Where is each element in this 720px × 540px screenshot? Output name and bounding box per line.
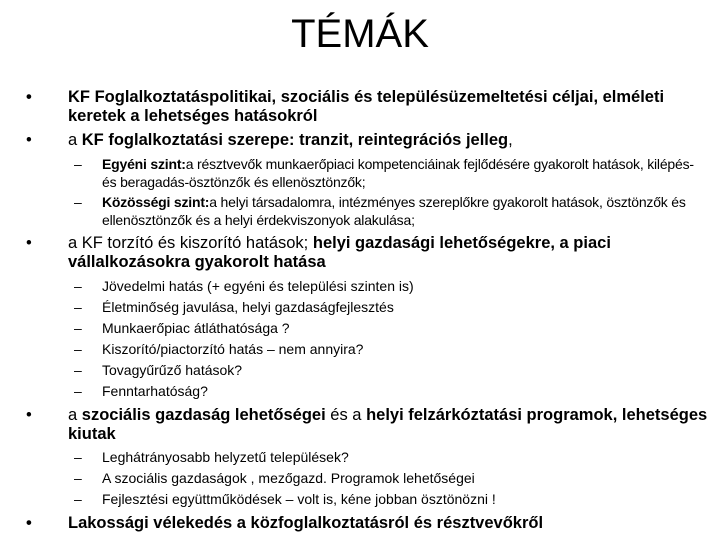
sub-crowding-out [74,340,708,358]
bullet-public-opinion-text: Lakossági vélekedés a közfoglalkoztatásról és résztvevőkről [68,514,544,532]
dash-mark: – [74,449,82,465]
bullet-social-economy [26,406,708,444]
dash-mark: – [74,156,82,172]
bullet-mark: • [26,514,32,532]
sub-social-economies [74,469,708,487]
dash-mark: – [74,278,82,294]
sub-quality-of-life [74,298,708,316]
sub-individual-level [74,155,708,191]
bullet-distorting-bold: helyi gazdasági lehetőségekre, a piaci vállalkozásokra gyakorolt hatása [68,234,611,271]
sub-disadvantaged-settlements [74,448,708,466]
dash-mark: – [74,320,82,336]
bullet-mark: • [26,88,32,106]
bullet-goals-text: KF Foglalkoztatáspolitikai, szociális és településüzemeltetési céljai, elméleti keretek a lehetséges hatásokról [68,88,665,125]
dash-mark: – [74,362,82,378]
bullet-social-prefix: a [68,406,82,424]
sub-sustainability [74,382,708,400]
sub-quality-text: Életminőség javulása, helyi gazdaságfejlesztés [102,299,394,315]
bullet-goals [26,88,708,126]
sub-individual-text: a résztvevők munkaerőpiaci kompetenciáinak fejlődésére gyakorolt hatások, kilépés- és beragadás-ösztönzők és ellenösztönzők; [102,156,694,190]
bullet-public-opinion [26,514,708,533]
bullet-employment-role-prefix: a [68,131,82,149]
sub-spillover [74,361,708,379]
sub-cooperation-text: Fejlesztési együttműködések – volt is, kéne jobban ösztönözni ! [102,491,496,507]
sub-income-text: Jövedelmi hatás (+ egyéni és települési szinten is) [102,278,414,294]
dash-mark: – [74,194,82,210]
bullet-employment-role-suffix: , [508,131,513,149]
bullet-employment-role-bold: KF foglalkoztatási szerepe: tranzit, reintegrációs jelleg [81,131,509,149]
sub-income-effect [74,277,708,295]
sub-spillover-text: Tovagyűrűző hatások? [102,362,243,378]
bullet-distorting-effects [26,234,708,272]
sub-sustainability-text: Fenntarhatóság? [102,383,208,399]
dash-mark: – [74,491,82,507]
bullet-mark: • [26,234,32,252]
dash-mark: – [74,470,82,486]
sub-community-level [74,193,708,229]
dash-mark: – [74,299,82,315]
dash-mark: – [74,341,82,357]
sub-disadvantaged-text: Leghátrányosabb helyzetű települések? [102,449,349,465]
sub-social-economies-text: A szociális gazdaságok , mezőgazd. Programok lehetőségei [102,470,475,486]
sub-development-cooperation [74,490,708,508]
bullet-social-bold1: szociális gazdaság lehetőségei [81,406,326,424]
sub-crowding-text: Kiszorító/piactorzító hatás – nem annyira? [102,341,364,357]
sub-community-label: Közösségi szint: [102,194,210,210]
bullet-mark: • [26,131,32,149]
sub-individual-label: Egyéni szint: [102,156,186,172]
bullet-social-bold2: helyi felzárkóztatási programok, lehetséges kiutak [68,406,708,443]
sub-transparency-text: Munkaerőpiac átláthatósága ? [102,320,290,336]
dash-mark: – [74,383,82,399]
sub-labour-transparency [74,319,708,337]
sub-community-text: a helyi társadalomra, intézményes szereplőkre gyakorolt hatások, ösztönzők és ellenösztönzők és a helyi érdekviszonyok alakulása; [102,194,686,228]
bullet-distorting-prefix: a KF torzító és kiszorító hatások; [68,234,313,252]
slide-title: TÉMÁK [291,12,429,56]
bullet-social-mid: és a [325,406,367,424]
bullet-employment-role [26,131,708,150]
bullet-mark: • [26,406,32,424]
